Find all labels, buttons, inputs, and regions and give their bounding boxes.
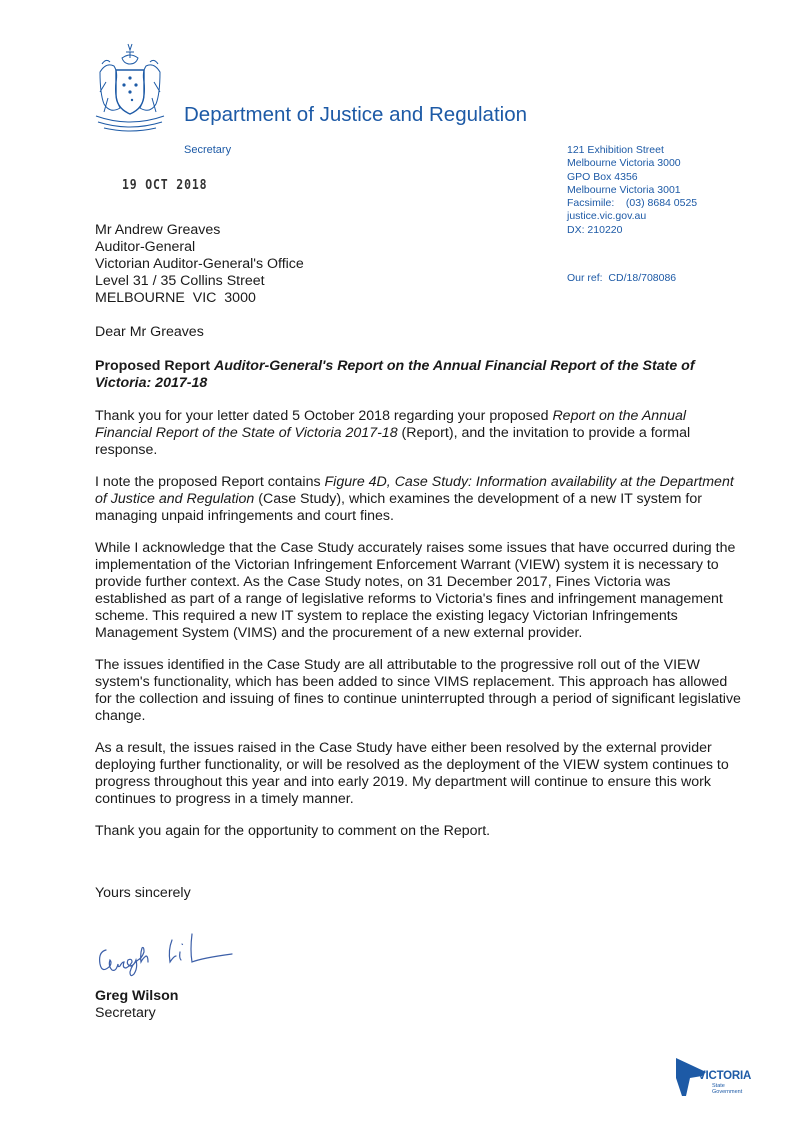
address-line: 121 Exhibition Street [567, 144, 664, 156]
address-line: Melbourne Victoria 3000 [567, 157, 681, 170]
paragraph: As a result, the issues raised in the Case Study have either been resolved by the external provider deploying further functionality, or will be resolved as the deployment of the VIEW system continues to progress throughout this year and into early 2019. My department will continue to ensure this work continues to progress in a timely manner. [95, 740, 729, 807]
recipient-line: Auditor-General [95, 239, 196, 255]
address-line: GPO Box 4356 [567, 170, 638, 183]
department-name: Department of Justice and Regulation [184, 103, 528, 126]
victoria-state-logo [676, 1058, 756, 1098]
letter-body [95, 408, 745, 855]
signer-name: Greg Wilson [95, 988, 179, 1004]
text-run: I note the proposed Report contains [95, 474, 325, 490]
received-date-stamp: 19 OCT 2018 [122, 177, 208, 193]
sender-role: Secretary [184, 144, 232, 156]
recipient-line: MELBOURNE VIC 3000 [95, 290, 256, 306]
our-reference: Our ref: CD/18/708086 [567, 272, 677, 284]
address-line: DX: 210220 [567, 223, 623, 236]
recipient-line: Victorian Auditor-General's Office [95, 256, 304, 272]
closing: Yours sincerely [95, 885, 191, 901]
logo-subtitle-line: State [712, 1083, 725, 1089]
text-run: (Report), and the invitation to provide a formal response. [95, 425, 691, 458]
text-run: Thank you for your letter dated 5 October 2018 regarding your proposed [95, 408, 553, 424]
victoria-wordmark: VICTORIA [698, 1070, 752, 1082]
coat-of-arms-icon [92, 42, 168, 134]
paragraph: Thank you again for the opportunity to comment on the Report. [95, 823, 491, 839]
text-run: (Case Study), which examines the development of a new IT system for managing unpaid infringements and court fines. [95, 491, 702, 524]
recipient-line: Level 31 / 35 Collins Street [95, 273, 265, 289]
recipient-line: Mr Andrew Greaves [95, 222, 221, 238]
department-address [567, 144, 697, 237]
paragraph [95, 474, 745, 525]
paragraph: The issues identified in the Case Study are all attributable to the progressive roll out of the VIEW system's functionality, which has been added to since VIMS replacement. This approach has allowed for the collection and issuing of fines to continue uninterrupted through a period of significant legislative change. [95, 657, 741, 724]
logo-subtitle-line: Government [712, 1089, 743, 1095]
recipient-address [95, 222, 304, 307]
salutation: Dear Mr Greaves [95, 324, 204, 340]
address-line: Facsimile: (03) 8684 0525 [567, 197, 698, 210]
logo-subtitle [712, 1083, 742, 1095]
address-line: Melbourne Victoria 3001 [567, 183, 681, 196]
paragraph: While I acknowledge that the Case Study accurately raises some issues that have occurred during the implementation of the Victorian Infringement Enforcement Warrant (VIEW) system it is necessary to provide further context. As the Case Study notes, on 31 December 2017, Fines Victoria was established as part of a range of legislative reforms to Victoria's fines and infringement management scheme. This required a new IT system to replace the existing legacy Victorian Infringements Management System (VIMS) and the procurement of a new external provider. [95, 540, 736, 641]
signer-title: Secretary [95, 1005, 156, 1021]
signature [92, 930, 242, 980]
case-study-title: Figure 4D, Case Study: Information availability at the Department of Justice and Regulation [95, 474, 734, 507]
website-link[interactable]: justice.vic.gov.au [567, 210, 647, 223]
subject-prefix: Proposed Report [95, 358, 215, 374]
paragraph [95, 408, 745, 459]
subject-line [95, 358, 735, 392]
report-title: Report on the Annual Financial Report of the State of Victoria 2017-18 [95, 408, 686, 441]
subject-title: Auditor-General's Report on the Annual Financial Report of the State of Victoria: 2017-18 [95, 358, 695, 391]
